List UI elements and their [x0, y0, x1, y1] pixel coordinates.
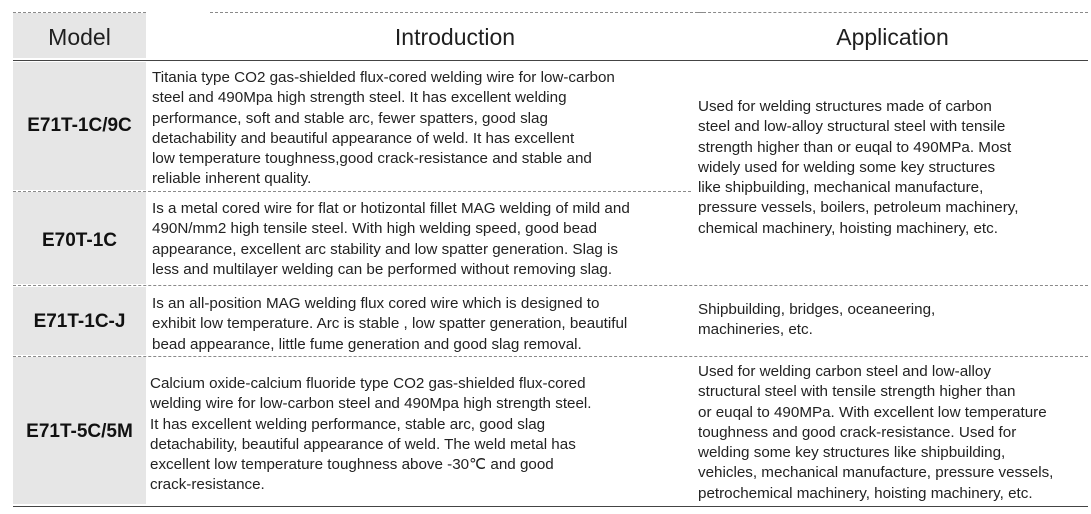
application-column-header: Application: [836, 24, 949, 50]
model-label-e71t-1c-9c: E71T-1C/9C: [27, 115, 132, 136]
text-line: toughness and good crack-resistance. Used for: [698, 423, 1017, 441]
application-text-e71t-5c-5m: [698, 362, 1053, 504]
row-divider-3: [13, 356, 1088, 357]
text-line: appearance, excellent arc stability and low spatter generation. Slag is: [152, 240, 619, 258]
model-label-e71t-5c-5m: E71T-5C/5M: [26, 421, 133, 442]
text-line: machineries, etc.: [698, 321, 813, 339]
row-divider-2: [13, 285, 1088, 286]
model-column-header: Model: [48, 24, 111, 50]
text-line: It has excellent welding performance, stable arc, good slag: [150, 415, 546, 433]
text-line: crack-resistance.: [150, 476, 265, 494]
text-line: detachability and beautiful appearance of weld. It has excellent: [152, 129, 575, 147]
text-line: steel and low-alloy structural steel with tensile: [698, 118, 1006, 136]
text-line: 490N/mm2 high tensile steel. With high welding speed, good bead: [152, 220, 597, 238]
model-label-e70t-1c: E70T-1C: [42, 230, 117, 251]
text-line: reliable inherent quality.: [152, 170, 312, 188]
row-divider-1: [13, 191, 691, 192]
text-line: strength higher than or euqal to 490MPa. Most: [698, 138, 1012, 156]
text-line: welding wire for low-carbon steel and 490Mpa high strength steel.: [150, 395, 592, 413]
text-line: welding some key structures like shipbuilding,: [698, 444, 1006, 462]
text-line: Calcium oxide-calcium fluoride type CO2 gas-shielded flux-cored: [150, 375, 586, 392]
text-line: like shipbuilding, mechanical manufacture,: [698, 179, 984, 197]
model-label-e71t-1c-j: E71T-1C-J: [33, 311, 126, 332]
text-line: excellent low temperature toughness above -30℃ and good: [150, 456, 554, 474]
text-line: Shipbuilding, bridges, oceaneering,: [698, 301, 936, 318]
application-text-e71t-1c-j: [698, 300, 935, 341]
intro-text-e71t-5c-5m: [150, 374, 592, 496]
text-line: Is an all-position MAG welding flux cored wire which is designed to: [152, 295, 600, 312]
text-line: low temperature toughness,good crack-resistance and stable and: [152, 150, 592, 168]
text-line: Used for welding structures made of carbon: [698, 98, 992, 115]
text-line: Titania type CO2 gas-shielded flux-cored welding wire for low-carbon: [152, 69, 615, 86]
text-line: performance, soft and stable arc, fewer spatters, good slag: [152, 109, 548, 127]
intro-text-e70t-1c: [152, 199, 630, 280]
text-line: Used for welding carbon steel and low-alloy: [698, 363, 991, 380]
intro-text-e71t-1c-j: [152, 294, 627, 355]
text-line: widely used for welding some key structures: [698, 158, 996, 176]
intro-text-e71t-1c-9c: [152, 68, 615, 190]
text-line: or euqal to 490MPa. With excellent low temperature: [698, 403, 1047, 421]
text-line: pressure vessels, boilers, petroleum machinery,: [698, 199, 1019, 217]
header-top-rule-application: [698, 12, 1088, 13]
text-line: vehicles, mechanical manufacture, pressure vessels,: [698, 464, 1054, 482]
text-line: Is a metal cored wire for flat or hotizontal fillet MAG welding of mild and: [152, 200, 630, 217]
table-bottom-rule: [13, 506, 1088, 507]
introduction-column-header: Introduction: [394, 24, 516, 50]
text-line: exhibit low temperature. Arc is stable , low spatter generation, beautiful: [152, 315, 628, 333]
text-line: steel and 490Mpa high strength steel. It has excellent welding: [152, 89, 567, 107]
text-line: chemical machinery, hoisting machinery, etc.: [698, 219, 998, 237]
text-line: detachability, beautiful appearance of weld. The weld metal has: [150, 435, 576, 453]
text-line: structural steel with tensile strength higher than: [698, 383, 1016, 401]
text-line: bead appearance, little fume generation and good slag removal.: [152, 335, 582, 353]
text-line: petrochemical machinery, hoisting machinery, etc.: [698, 484, 1033, 502]
application-text-group-1: [698, 97, 1018, 239]
header-top-rule-intro: [210, 12, 703, 13]
header-bottom-rule: [13, 60, 1088, 61]
text-line: less and multilayer welding can be performed without removing slag.: [152, 260, 613, 278]
